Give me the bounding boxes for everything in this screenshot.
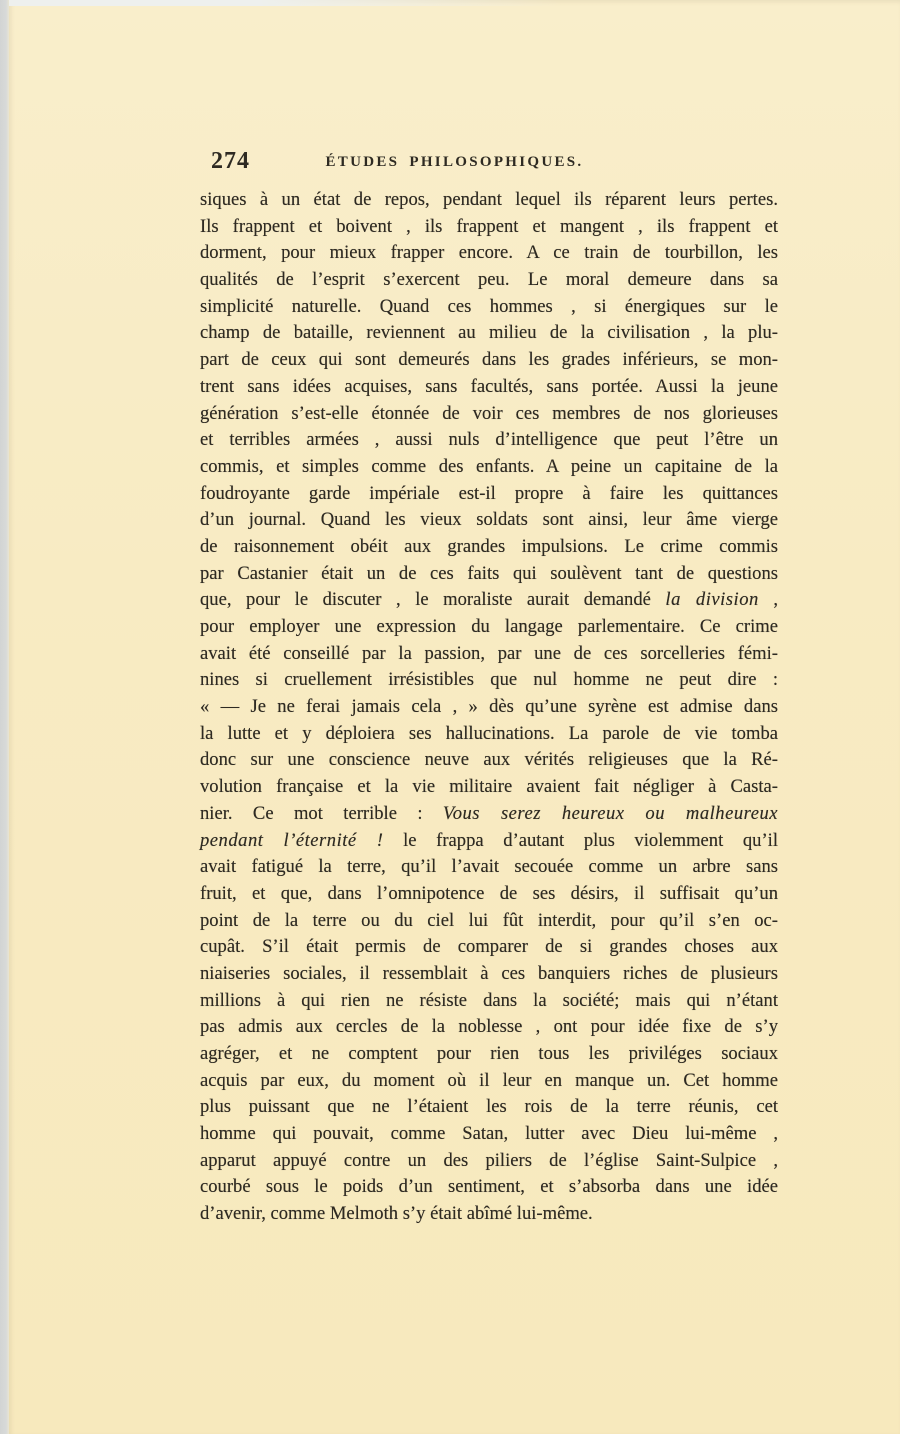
scan-edge-top <box>9 0 561 6</box>
text-segment: avait fatigué la terre, qu’il l’avait secouée comme un arbre sans <box>200 856 778 878</box>
scan-edge-left <box>0 0 9 1434</box>
text-line <box>200 587 778 614</box>
text-line <box>200 747 778 774</box>
text-segment: d’avenir, comme Melmoth s’y était abîmé lui-même. <box>200 1203 593 1225</box>
text-line <box>200 1068 778 1095</box>
text-segment: fruit, et que, dans l’omnipotence de ses désirs, il suffisait qu’un <box>200 882 778 904</box>
text-segment: apparut appuyé contre un des piliers de l’église Saint-Sulpice , <box>200 1149 778 1171</box>
text-line <box>200 187 778 214</box>
text-segment: commis, et simples comme des enfants. A peine un capitaine de la <box>200 455 778 477</box>
text-segment: Ils frappent et boivent , ils frappent et mangent , ils frappent et <box>200 215 778 237</box>
text-line <box>200 507 778 534</box>
running-title: ÉTUDES PHILOSOPHIQUES. <box>325 154 584 170</box>
text-segment: part de ceux qui sont demeurés dans les grades inférieurs, se mon- <box>200 349 778 371</box>
text-line <box>200 667 778 694</box>
text-line <box>200 294 778 321</box>
text-line <box>200 347 778 374</box>
text-line <box>200 1094 778 1121</box>
text-line <box>200 694 778 721</box>
text-line <box>200 1121 778 1148</box>
text-segment: dorment, pour mieux frapper encore. A ce train de tourbillon, les <box>200 242 778 264</box>
text-line <box>200 561 778 588</box>
text-segment: pour employer une expression du langage parlementaire. Ce crime <box>200 616 778 637</box>
text-line <box>200 801 778 828</box>
text-segment: « — Je ne ferai jamais cela , » dès qu’une syrène est admise dans <box>200 696 778 718</box>
italic-phrase: la division <box>665 589 759 611</box>
text-segment: par Castanier était un de ces faits qui soulèvent tant de questions <box>200 562 778 584</box>
text-line <box>200 614 778 641</box>
text-line <box>200 1201 778 1228</box>
text-block <box>200 187 778 1228</box>
text-line <box>200 534 778 561</box>
text-line <box>200 267 778 294</box>
text-segment: homme qui pouvait, comme Satan, lutter avec Dieu lui-même , <box>200 1123 778 1145</box>
text-segment: niaiseries sociales, il ressemblait à ces banquiers riches de plusieurs <box>200 962 778 984</box>
text-line <box>200 934 778 961</box>
text-line <box>200 427 778 454</box>
text-segment: la lutte et y déploiera ses hallucinations. La parole de vie tomba <box>200 722 778 744</box>
text-line <box>200 320 778 347</box>
text-segment: que, pour le discuter , le moraliste aurait demandé <box>200 589 666 611</box>
text-line <box>200 721 778 748</box>
text-line <box>200 908 778 935</box>
text-line <box>200 374 778 401</box>
text-line <box>200 828 778 855</box>
text-line <box>200 1174 778 1201</box>
text-line <box>200 881 778 908</box>
text-segment: simplicité naturelle. Quand ces hommes , si énergiques sur le <box>200 295 778 317</box>
text-segment: champ de bataille, reviennent au milieu de la civilisation , la plu- <box>200 322 778 344</box>
text-segment: acquis par eux, du moment où il leur en manque un. Cet homme <box>200 1069 778 1091</box>
text-line <box>200 481 778 508</box>
text-segment: de raisonnement obéit aux grandes impulsions. Le crime commis <box>200 535 778 557</box>
book-page <box>9 0 900 1434</box>
text-segment: millions à qui rien ne résiste dans la société; mais qui n’étant <box>200 989 778 1011</box>
text-line <box>200 240 778 267</box>
text-segment: courbé sous le poids d’un sentiment, et s’absorba dans une idée <box>200 1176 778 1198</box>
text-segment: donc sur une conscience neuve aux vérités religieuses que la Ré- <box>200 749 778 771</box>
text-line <box>200 988 778 1015</box>
text-segment: et terribles armées , aussi nuls d’intelligence que peut l’être un <box>200 429 778 451</box>
text-segment: génération s’est-elle étonnée de voir ces membres de nos glorieuses <box>200 402 778 424</box>
text-segment: , <box>758 589 779 611</box>
text-line <box>200 854 778 881</box>
text-segment: trent sans idées acquises, sans facultés, sans portée. Aussi la jeune <box>200 375 778 397</box>
text-segment: cupât. S’il était permis de comparer de si grandes choses aux <box>200 936 778 958</box>
text-segment: volution française et la vie militaire avaient fait négliger à Casta- <box>200 776 778 798</box>
text-line <box>200 1014 778 1041</box>
text-line <box>200 774 778 801</box>
italic-phrase: Vous serez heureux ou malheureux <box>442 802 779 824</box>
text-line <box>200 401 778 428</box>
text-line <box>200 1148 778 1175</box>
text-segment: siques à un état de repos, pendant lequel ils réparent leurs pertes. <box>200 189 778 210</box>
text-segment: avait été conseillé par la passion, par une de ces sorcelleries fémi- <box>200 642 778 664</box>
text-line <box>200 641 778 668</box>
italic-phrase: pendant l’éternité ! <box>200 829 384 851</box>
text-segment: d’un journal. Quand les vieux soldats sont ainsi, leur âme vierge <box>200 509 778 531</box>
text-line <box>200 214 778 241</box>
text-segment: plus puissant que ne l’étaient les rois de la terre réunis, cet <box>200 1096 778 1118</box>
text-line <box>200 961 778 988</box>
page-header <box>9 148 900 180</box>
text-segment: qualités de l’esprit s’exercent peu. Le moral demeure dans sa <box>200 269 778 291</box>
text-segment: agréger, et ne comptent pour rien tous les priviléges sociaux <box>200 1043 778 1064</box>
text-segment: nier. Ce mot terrible : <box>200 802 443 824</box>
text-segment: le frappa d’autant plus violemment qu’il <box>383 829 778 851</box>
text-segment: point de la terre ou du ciel lui fût interdit, pour qu’il s’en oc- <box>200 909 778 931</box>
text-segment: pas admis aux cercles de la noblesse , ont pour idée fixe de s’y <box>200 1016 778 1038</box>
text-segment: nines si cruellement irrésistibles que nul homme ne peut dire : <box>200 669 778 691</box>
text-line <box>200 454 778 481</box>
text-line <box>200 1041 778 1068</box>
page-number: 274 <box>211 148 250 174</box>
text-segment: foudroyante garde impériale est-il propre à faire les quittances <box>200 482 778 504</box>
